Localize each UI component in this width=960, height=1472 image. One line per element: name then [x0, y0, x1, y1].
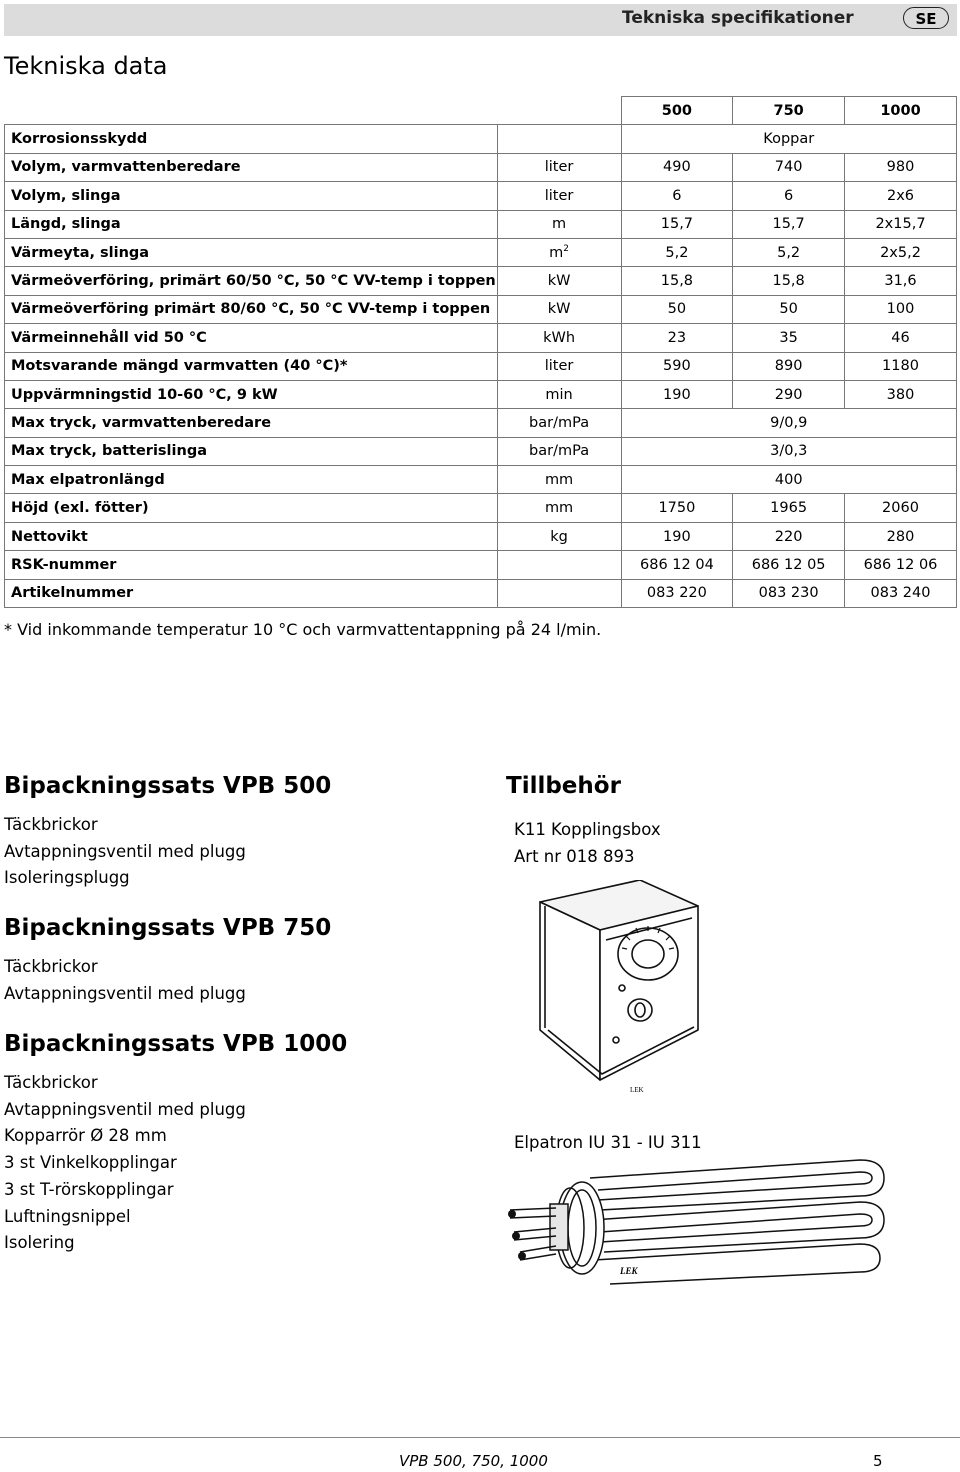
- row-value: 50: [733, 295, 845, 323]
- list-item: Täckbrickor: [4, 1073, 98, 1092]
- row-value: 280: [845, 522, 957, 550]
- list-item: 3 st Vinkelkopplingar: [4, 1153, 177, 1173]
- row-value: 6: [733, 182, 845, 210]
- unit-text: liter: [544, 159, 574, 176]
- row-value: 220: [733, 522, 845, 550]
- row-value: 50: [621, 295, 733, 323]
- row-value: 5,2: [733, 238, 845, 266]
- row-label: Max tryck, varmvattenberedare: [5, 409, 498, 437]
- row-unit: [497, 409, 621, 437]
- header-blank-cell: [5, 97, 622, 125]
- page-number: 5: [873, 1452, 883, 1470]
- country-badge: SE: [903, 7, 949, 29]
- list-item: Avtappningsventil med plugg: [4, 1099, 246, 1119]
- unit-text: kg: [550, 528, 568, 545]
- header-section-label: Tekniska specifikationer: [622, 8, 854, 28]
- row-unit: [497, 210, 621, 238]
- row-label: Volym, slinga: [5, 182, 498, 210]
- model-header: 750: [733, 97, 845, 125]
- row-value: 083 230: [733, 579, 845, 607]
- table-row: [5, 295, 957, 323]
- row-unit: [497, 437, 621, 465]
- row-label: Värmeinnehåll vid 50 °C: [5, 324, 498, 352]
- list-item: Kopparrör Ø 28 mm: [4, 1126, 167, 1146]
- model-header: 1000: [845, 97, 957, 125]
- footnote: * Vid inkommande temperatur 10 °C och varmvattentappning på 24 l/min.: [4, 620, 602, 639]
- row-value: 380: [845, 380, 957, 408]
- row-unit: [497, 522, 621, 550]
- kit-list: [4, 1070, 246, 1257]
- table-row: [5, 324, 957, 352]
- table-row: [5, 522, 957, 550]
- list-item: Täckbrickor: [4, 815, 98, 834]
- page-title: Tekniska data: [4, 52, 168, 80]
- unit-text: min: [545, 386, 573, 403]
- table-row: [5, 210, 957, 238]
- unit-text: liter: [544, 358, 574, 375]
- immersion-heater-illustration: [500, 1148, 890, 1298]
- row-value: 1750: [621, 494, 733, 522]
- row-value: 890: [733, 352, 845, 380]
- row-value: 15,8: [733, 267, 845, 295]
- table-row: [5, 437, 957, 465]
- junction-box-illustration: [530, 880, 720, 1100]
- row-value-span: Koppar: [621, 125, 956, 153]
- row-label: Uppvärmningstid 10-60 °C, 9 kW: [5, 380, 498, 408]
- row-value: 1965: [733, 494, 845, 522]
- row-value: 686 12 05: [733, 551, 845, 579]
- row-unit: [497, 125, 621, 153]
- table-row: [5, 494, 957, 522]
- row-unit: [497, 579, 621, 607]
- row-label: Värmeöverföring, primärt 60/50 °C, 50 °C VV-temp i toppen: [5, 267, 498, 295]
- table-row: [5, 267, 957, 295]
- row-value: 46: [845, 324, 957, 352]
- row-unit: [497, 182, 621, 210]
- row-value: 083 240: [845, 579, 957, 607]
- list-item: Luftningsnippel: [4, 1206, 131, 1226]
- row-value: 1180: [845, 352, 957, 380]
- kit-title: Bipackningssats VPB 1000: [4, 1031, 348, 1057]
- row-label: Artikelnummer: [5, 579, 498, 607]
- row-unit: [497, 494, 621, 522]
- row-unit: [497, 153, 621, 181]
- row-label: Värmeöverföring primärt 80/60 °C, 50 °C VV-temp i toppen: [5, 295, 498, 323]
- row-value-span: 3/0,3: [621, 437, 956, 465]
- accessories-title: Tillbehör: [506, 773, 621, 799]
- unit-superscript: 2: [563, 244, 569, 255]
- table-row: [5, 182, 957, 210]
- row-unit: [497, 466, 621, 494]
- row-value: 2x15,7: [845, 210, 957, 238]
- table-row: [5, 579, 957, 607]
- unit-text: kW: [547, 273, 571, 290]
- row-value: 15,8: [621, 267, 733, 295]
- row-unit: [497, 238, 621, 266]
- row-value: 35: [733, 324, 845, 352]
- row-value-span: 9/0,9: [621, 409, 956, 437]
- row-label: Längd, slinga: [5, 210, 498, 238]
- unit-text: kW: [547, 301, 571, 318]
- model-header: 500: [621, 97, 733, 125]
- accessory-article-number: Art nr 018 893: [514, 847, 635, 866]
- row-value: 5,2: [621, 238, 733, 266]
- brand-logo: LEK: [620, 1266, 638, 1276]
- unit-text: bar/mPa: [529, 443, 590, 460]
- row-unit: [497, 352, 621, 380]
- row-value: 100: [845, 295, 957, 323]
- list-item: 3 st T-rörskopplingar: [4, 1179, 174, 1199]
- row-value: 740: [733, 153, 845, 181]
- row-value: 15,7: [621, 210, 733, 238]
- row-value: 2x6: [845, 182, 957, 210]
- row-unit: [497, 551, 621, 579]
- table-row: [5, 352, 957, 380]
- accessory-name: K11 Kopplingsbox: [514, 820, 661, 839]
- list-item: Avtappningsventil med plugg: [4, 841, 246, 861]
- table-row: [5, 380, 957, 408]
- row-label: Värmeyta, slinga: [5, 238, 498, 266]
- row-unit: [497, 295, 621, 323]
- table-header-row: [5, 97, 957, 125]
- row-value-span: 400: [621, 466, 956, 494]
- table-row: [5, 125, 957, 153]
- footer-rule: [0, 1437, 960, 1438]
- unit-text: m: [552, 216, 567, 233]
- list-item: Täckbrickor: [4, 957, 98, 976]
- table-row: [5, 409, 957, 437]
- list-item: Isoleringsplugg: [4, 868, 130, 888]
- kit-title: Bipackningssats VPB 750: [4, 915, 332, 941]
- unit-text: kWh: [543, 329, 576, 346]
- row-value: 2060: [845, 494, 957, 522]
- row-label: Max tryck, batterislinga: [5, 437, 498, 465]
- row-value: 15,7: [733, 210, 845, 238]
- row-label: Volym, varmvattenberedare: [5, 153, 498, 181]
- table-row: [5, 466, 957, 494]
- row-value: 6: [621, 182, 733, 210]
- row-label: Höjd (exl. fötter): [5, 494, 498, 522]
- spec-table: [4, 96, 957, 608]
- row-value: 2x5,2: [845, 238, 957, 266]
- list-item: Avtappningsventil med plugg: [4, 983, 246, 1003]
- unit-text: bar/mPa: [529, 414, 590, 431]
- row-label: RSK-nummer: [5, 551, 498, 579]
- row-label: Nettovikt: [5, 522, 498, 550]
- row-value: 31,6: [845, 267, 957, 295]
- unit-text: mm: [544, 471, 574, 488]
- kit-title: Bipackningssats VPB 500: [4, 773, 332, 799]
- table-row: [5, 551, 957, 579]
- table-row: [5, 153, 957, 181]
- row-value: 190: [621, 380, 733, 408]
- row-value: 290: [733, 380, 845, 408]
- kit-list: [4, 812, 246, 892]
- footer-title: VPB 500, 750, 1000: [399, 1452, 548, 1470]
- row-value: 686 12 04: [621, 551, 733, 579]
- row-unit: [497, 380, 621, 408]
- table-row: [5, 238, 957, 266]
- row-value: 190: [621, 522, 733, 550]
- row-unit: [497, 324, 621, 352]
- brand-logo: LEK: [630, 1086, 644, 1094]
- row-value: 590: [621, 352, 733, 380]
- row-value: 083 220: [621, 579, 733, 607]
- row-value: 23: [621, 324, 733, 352]
- list-item: Isolering: [4, 1233, 75, 1253]
- kit-list: [4, 954, 246, 1007]
- row-value: 686 12 06: [845, 551, 957, 579]
- row-label: Korrosionsskydd: [5, 125, 498, 153]
- row-value: 490: [621, 153, 733, 181]
- row-label: Motsvarande mängd varmvatten (40 °C)*: [5, 352, 498, 380]
- elpatron-caption: Elpatron IU 31 - IU 311: [514, 1133, 702, 1152]
- unit-text: mm: [544, 500, 574, 517]
- unit-text: m: [549, 245, 564, 262]
- unit-text: liter: [544, 187, 574, 204]
- row-value: 980: [845, 153, 957, 181]
- row-label: Max elpatronlängd: [5, 466, 498, 494]
- row-unit: [497, 267, 621, 295]
